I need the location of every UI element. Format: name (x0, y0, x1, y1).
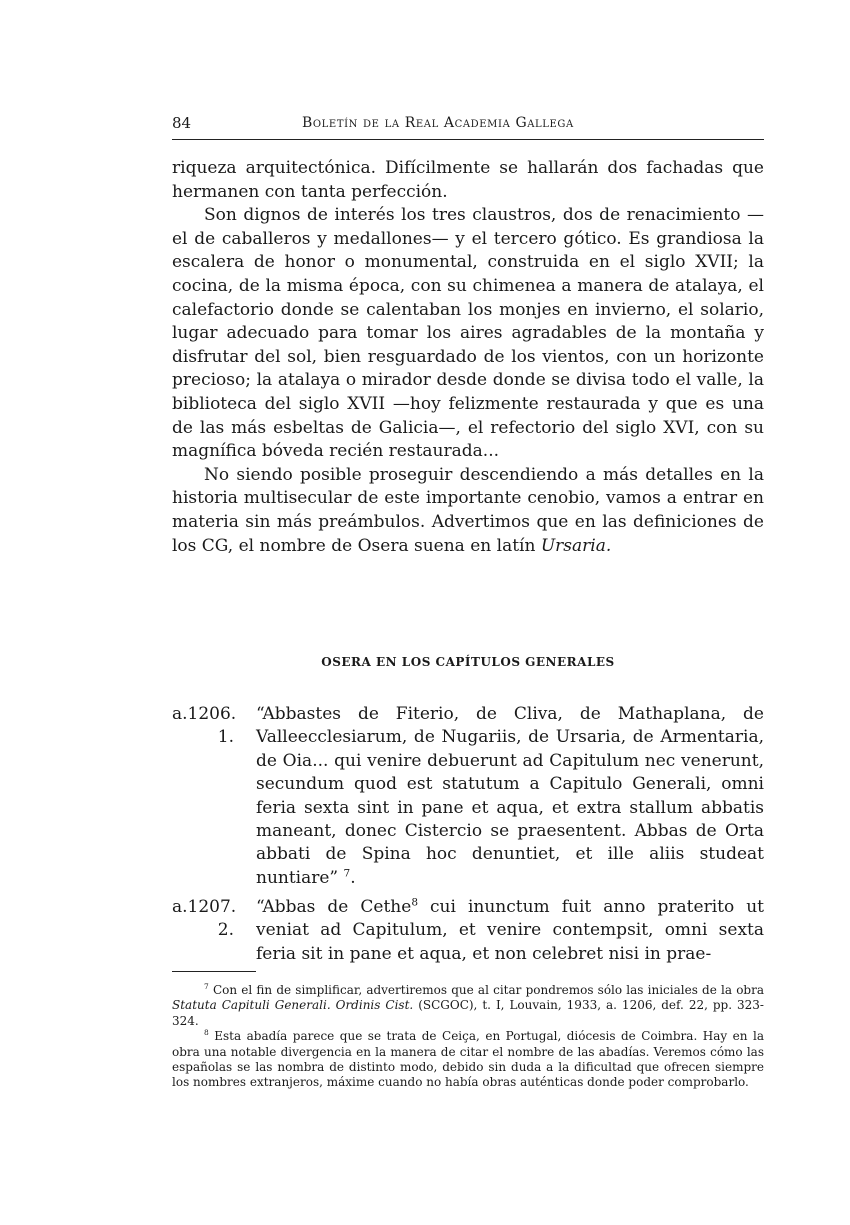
paragraph-2: Son dignos de interés los tres claustros, dos de renacimiento —el de caballeros y medallones— y el tercero gótico. Es grandiosa la escalera de honor o monumental, construida en el siglo XVII; la cocina, de la misma época, con su chimenea a manera de atalaya, el calefactorio donde se calentaban los monjes en invierno, el solario, lugar adecuado para tomar los aires agradables de la montaña y disfrutar del sol, bien resguardado de los vientos, con un horizonte precioso; la atalaya o mirador desde donde se divisa todo el valle, la biblioteca del siglo XVII —hoy felizmente restaurada y que es una de las más esbeltas de Galicia—, el refectorio del siglo XVI, con su magnífica bóveda recién restaurada... (172, 205, 764, 462)
body-text (172, 157, 764, 558)
footnote-text: Con el fin de simplificar, advertiremos que al citar pondremos sólo las iniciales de la obra (212, 983, 764, 997)
latin-name-ursaria: Ursaria. (540, 535, 612, 556)
running-header (172, 114, 764, 136)
footnote-mark: 7 (204, 982, 209, 991)
entry-label (172, 896, 237, 943)
page-number: 84 (172, 114, 192, 132)
footnote-text: (SCGOC), t. I, Louvain, 1933, a. 1206, def. 22, pp. 323-324. (172, 998, 764, 1028)
journal-title: Boletín de la Real Academia Gallega (302, 115, 574, 131)
footnote-work-title: Statuta Capituli Generali. Ordinis Cist. (172, 998, 414, 1013)
paragraph-3 (172, 464, 764, 558)
footnotes (172, 983, 764, 1091)
entry-number: 1. (217, 727, 234, 748)
entry-quote-rest: cui inunctum fuit anno praterito ut veniat ad Capitulum, et venire contempsit, omni sexta feria sit in pane et aqua, et non celebret nisi in prae- (256, 897, 764, 964)
footnote-ref: 8 (411, 896, 419, 909)
entry-text (256, 703, 764, 890)
footnote-ref: 7 (343, 867, 351, 880)
entry-text (256, 896, 764, 966)
entry-quote: “Abbastes de Fiterio, de Cliva, de Mathaplana, de Valleecclesiarum, de Nugariis, de Ursaria, de Armentaria, de Oia... qui venire debuerunt ad Capitulum nec venerunt, secundum quod est statutum a Capitulo Generali, omni feria sexta sint in pane et aqua, et extra stallum abbatis maneant, donec Cistercio se praesentent. Abbas de Orta abbati de Spina hoc denuntiet, et ille aliis studeat nuntiare” (256, 704, 764, 888)
paragraph-3-text: No siendo posible proseguir descendiendo a más detalles en la historia multisecular de este importante cenobio, vamos a entrar en materia sin más preámbulos. Advertimos que en las definiciones de los CG, el nombre de Osera suena en latín (172, 464, 764, 556)
entry-quote-start: “Abbas de Cethe (256, 897, 412, 917)
entry-label (172, 703, 237, 750)
footnote-rule (172, 971, 256, 972)
entry-end: . (350, 867, 356, 888)
section-heading: OSERA EN LOS CAPÍTULOS GENERALES (321, 655, 615, 669)
header-rule (172, 139, 764, 140)
entry-year: a.1206. (172, 704, 237, 724)
entry-year: a.1207. (172, 897, 237, 917)
footnote-mark: 8 (204, 1028, 209, 1038)
footnote-text: Esta abadía parece que se trata de Ceiça, en Portugal, diócesis de Coimbra. Hay en la obra una notable divergencia en la manera de citar el nombre de las abadías. Veremos cómo las españolas se las nombra de distinto modo, debido sin duda a la dificultad que ofrecen siempre los nombres extranjeros, máxime cuando no había obras auténticas donde poder comprobarlo. (172, 1029, 764, 1090)
paragraph-1: riqueza arquitectónica. Difícilmente se hallarán dos fachadas que hermanen con tanta perfección. (172, 158, 764, 202)
footnote-8 (172, 1029, 764, 1091)
entry-number: 2. (217, 920, 234, 941)
footnote-7 (172, 983, 764, 1029)
